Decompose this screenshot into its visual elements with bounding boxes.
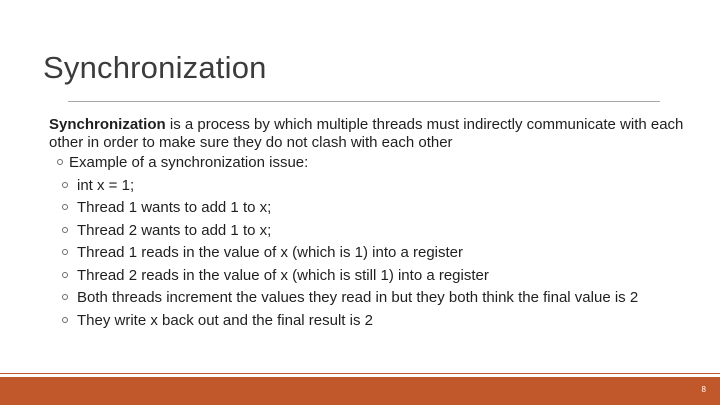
bullet-level1 (49, 154, 689, 172)
hollow-circle-bullet-icon (62, 272, 68, 278)
bullet-level2 (49, 244, 689, 262)
hollow-circle-bullet-icon (57, 159, 63, 165)
title-divider (68, 101, 660, 102)
hollow-circle-bullet-icon (62, 227, 68, 233)
bullet-level2-text: Both threads increment the values they read in but they both think the final value is 2 (77, 289, 639, 306)
bullet-level2 (49, 267, 689, 285)
hollow-circle-bullet-icon (62, 249, 68, 255)
slide-title: Synchronization (43, 50, 267, 85)
bullet-level2-text: int x = 1; (77, 176, 135, 194)
bullet-level2-text: Thread 2 wants to add 1 to x; (77, 221, 272, 239)
bullet-level2-text: Thread 1 wants to add 1 to x; (77, 199, 272, 216)
hollow-circle-bullet-icon (62, 204, 68, 210)
hollow-circle-bullet-icon (62, 317, 68, 323)
hollow-circle-bullet-icon (62, 182, 68, 188)
bullet-level2-text: Thread 2 reads in the value of x (which is still 1) into a register (77, 266, 489, 284)
bullet-level2 (49, 222, 689, 240)
intro-paragraph (49, 116, 689, 152)
footer-accent-line (0, 373, 720, 374)
bullet-level2 (49, 289, 689, 307)
bullet-level2 (49, 312, 689, 330)
bullet-level2-text: They write x back out and the final result is 2 (77, 311, 373, 329)
hollow-circle-bullet-icon (62, 294, 68, 300)
bullet-level1-text: Example of a synchronization issue: (69, 154, 309, 171)
page-number: 8 (701, 385, 706, 394)
bullet-level2 (49, 199, 689, 217)
bullet-level2 (49, 177, 689, 195)
bullet-level2-text: Thread 1 reads in the value of x (which is 1) into a register (77, 244, 464, 261)
intro-text: is a process by which multiple threads must indirectly communicate with each other in order to make sure they do not clash with each other (49, 116, 684, 151)
intro-bold-term: Synchronization (49, 116, 166, 133)
slide-body (49, 116, 689, 330)
footer-bar (0, 377, 720, 405)
